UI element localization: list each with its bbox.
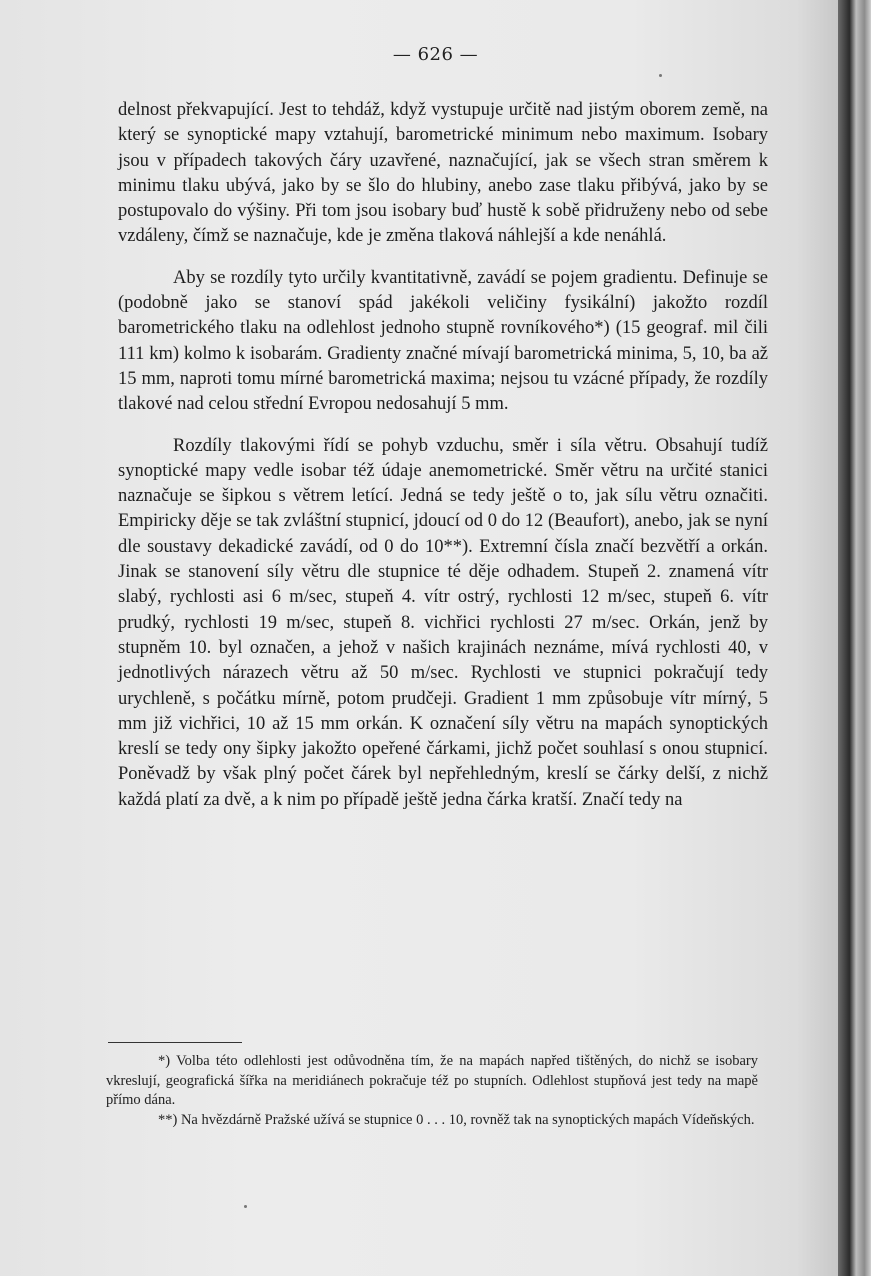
footnotes — [106, 1052, 758, 1130]
paragraph-2: Aby se rozdíly tyto určily kvantitativně, zavádí se pojem gradientu. Definuje se (podobně jako se stanoví spád jakékoli veličiny fysikální) jakožto rozdíl barometrického tlaku na odlehlost jednoho stupně rovníkového*) (15 geograf. mil čili 111 km) kolmo k isobarám. Gradienty značné mívají barometrická minima, 5, 10, ba až 15 mm, naproti tomu mírné barometrická maxima; nejsou tu vzácné případy, že rozdíly tlakové nad celou střední Evropou nedosahují 5 mm. — [118, 267, 768, 415]
footnote-separator — [108, 1042, 242, 1043]
body-text — [118, 98, 768, 813]
paper-speck — [244, 1205, 247, 1208]
footnote-1: *) Volba této odlehlosti jest odůvodněna tím, že na mapách napřed tištěných, do nichž se isobary vkreslují, geografická šířka na meridiánech pokračuje též po stupních. Odlehlost stupňová jest tedy na mapě přímo dána. — [106, 1053, 758, 1108]
page-number: — 626 — — [392, 44, 479, 65]
paragraph-3: Rozdíly tlakovými řídí se pohyb vzduchu, směr i síla větru. Obsahují tudíž synoptické mapy vedle isobar též údaje anemometrické. Směr větru na určité stanici naznačuje se šipkou s větrem letící. Jedná se tedy ještě o to, jak sílu větru označiti. Empiricky děje se tak zvláštní stupnicí, jdoucí od 0 do 12 (Beaufort), anebo, jak se nyní dle soustavy dekadické zavádí, od 0 do 10**). Extremní čísla značí bezvětří a orkán. Jinak se stanovení síly větru dle stupnice té děje odhadem. Stupeň 2. znamená vítr slabý, rychlosti asi 6 m/sec, stupeň 4. vítr ostrý, rychlosti 12 m/sec, stupeň 6. vítr prudký, rychlosti 19 m/sec, stupeň 8. vichřici rychlosti 27 m/sec. Orkán, jenž by stupněm 10. byl označen, a jehož v našich krajinách neznáme, mívá rychlosti 40, v jednotlivých nárazech větru až 50 m/sec. Rychlosti ve stupnici pokračují tedy urychleně, s počátku mírně, potom prudčeji. Gradient 1 mm způsobuje vítr mírný, 5 mm již vichřici, 10 až 15 mm orkán. K označení síly větru na mapách synoptických kreslí se tedy ony šipky jakožto opeřené čárkami, jichž počet souhlasí s onou stupnicí. Poněvadž by však plný počet čárek byl nepřehledným, kreslí se čárky delší, z nichž každá platí za dvě, a k nim po případě ještě jedna čárka kratší. Značí tedy na — [118, 435, 768, 810]
book-binding-edge — [838, 0, 871, 1276]
paragraph-1: delnost překvapující. Jest to tehdáž, když vystupuje určitě nad jistým oborem země, na který se synoptické mapy vztahují, barometrické minimum nebo maximum. Isobary jsou v případech takových čáry uzavřené, naznačující, jak se všech stran směrem k minimu tlaku ubývá, jako by se šlo do hlubiny, anebo zase tlaku přibývá, jako by se postupovalo do výšiny. Při tom jsou isobary buď hustě k sobě přidruženy nebo od sebe vzdáleny, čímž se naznačuje, kde je změna tlaková náhlejší a kde nenáhlá. — [118, 100, 768, 247]
footnote-2: **) Na hvězdárně Pražské užívá se stupnice 0 . . . 10, rovněž tak na synoptických mapách Vídeňských. — [158, 1111, 755, 1128]
paper-speck — [659, 74, 662, 77]
